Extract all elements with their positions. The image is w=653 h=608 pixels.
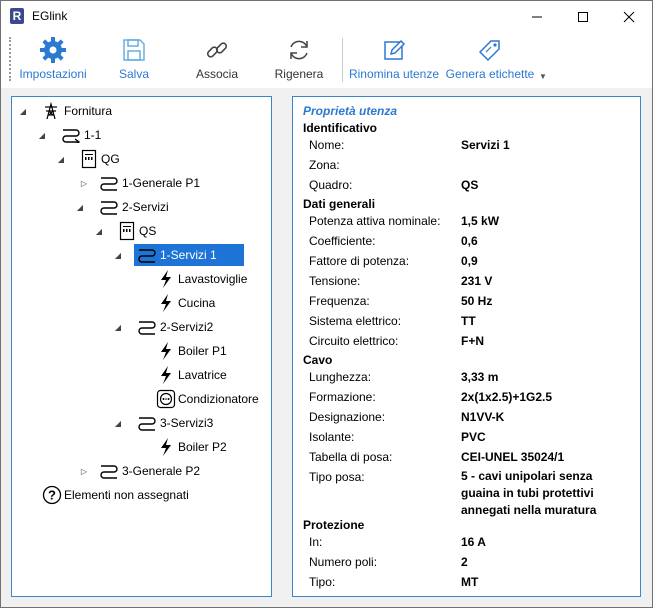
tree-node-label: Condizionatore: [178, 392, 259, 406]
lightning-icon: [158, 293, 174, 313]
tree-node-label: Lavatrice: [178, 368, 227, 382]
prop-label: Tensione:: [309, 274, 361, 288]
tree-node-label: 3-Generale P2: [122, 464, 201, 478]
prop-value: 2: [461, 555, 468, 569]
toolbar-separator: [342, 38, 343, 82]
expander-1-1[interactable]: ◢: [38, 130, 46, 140]
prop-label: Nome:: [309, 138, 345, 152]
tree-node-label: Cucina: [178, 296, 216, 310]
maximize-icon: [577, 11, 589, 23]
section-dati-generali: Dati generali: [303, 197, 376, 211]
tree-node-label: QG: [101, 152, 120, 166]
rename-button[interactable]: [347, 32, 441, 88]
prop-label: Potenza attiva nominale:: [309, 214, 441, 228]
panel-icon: [119, 221, 135, 241]
panel-icon: [81, 149, 97, 169]
tree-node-boiler-p2[interactable]: [158, 436, 227, 458]
save-label: Salva: [118, 67, 150, 81]
line-icon: [99, 175, 119, 191]
generate-labels-label: Genera etichette: [445, 67, 535, 81]
prop-value: 231 V: [461, 274, 493, 288]
maximize-button[interactable]: [560, 1, 606, 32]
tree-node-label: Lavastoviglie: [178, 272, 248, 286]
toolbar-overflow-icon[interactable]: ▼: [539, 72, 547, 81]
title-bar: [1, 1, 652, 32]
expander-generale-p2[interactable]: ▷: [80, 466, 88, 476]
refresh-icon: [286, 37, 312, 63]
properties-panel: [292, 96, 641, 597]
expander-servizi2[interactable]: ◢: [114, 322, 122, 332]
tree-node-servizi2[interactable]: [137, 316, 213, 338]
line-icon: [99, 463, 119, 479]
prop-value: 3,33 m: [461, 370, 499, 384]
lightning-icon: [158, 269, 174, 289]
tree-node-servizi3[interactable]: [137, 412, 213, 434]
tree-node-condizionatore[interactable]: [156, 388, 259, 410]
prop-value: TT: [461, 314, 476, 328]
pylon-icon: [42, 102, 60, 120]
prop-value: 5 - cavi unipolari senza guaina in tubi protettivi annegati nella muratura: [461, 469, 597, 517]
tree-node-label: Fornitura: [64, 104, 113, 118]
tree-node-label: 2-Servizi: [122, 200, 169, 214]
settings-label: Impostazioni: [19, 67, 87, 81]
app-icon: R: [10, 8, 24, 24]
minimize-button[interactable]: [514, 1, 560, 32]
tree-panel[interactable]: [11, 96, 272, 597]
prop-value: 1,5 kW: [461, 214, 500, 228]
prop-value: MT: [461, 575, 479, 589]
window-title: EGlink: [32, 9, 68, 23]
tree-node-boiler-p1[interactable]: [158, 340, 227, 362]
prop-value: F+N: [461, 334, 485, 348]
tree-node-lavastoviglie[interactable]: [158, 268, 247, 290]
expander-servizi3[interactable]: ◢: [114, 418, 122, 428]
associate-button[interactable]: [189, 32, 245, 88]
regenerate-button[interactable]: [269, 32, 329, 88]
svg-text:?: ?: [48, 487, 56, 503]
tree-node-1-1[interactable]: [61, 124, 101, 146]
expander-fornitura[interactable]: ◢: [19, 106, 27, 116]
question-icon: [42, 485, 62, 505]
link-icon: [204, 37, 230, 63]
section-cavo: Cavo: [303, 353, 333, 367]
prop-value: QS: [461, 178, 479, 192]
prop-label: Circuito elettrico:: [309, 334, 399, 348]
expander-servizi1[interactable]: ◢: [114, 250, 122, 260]
section-identificativo: Identificativo: [303, 121, 378, 135]
save-button[interactable]: [106, 32, 162, 88]
prop-label: Designazione:: [309, 410, 386, 424]
tree-node-label: 1-1: [84, 128, 102, 142]
tree-node-lavatrice[interactable]: [158, 364, 227, 386]
tree-node-generale-p2[interactable]: [99, 460, 200, 482]
prop-label: Formazione:: [309, 390, 376, 404]
expander-qg[interactable]: ◢: [57, 154, 65, 164]
prop-value: Servizi 1: [461, 138, 510, 152]
prop-value: CEI-UNEL 35024/1: [461, 450, 565, 464]
prop-label: Coefficiente:: [309, 234, 376, 248]
section-protezione: Protezione: [303, 518, 365, 532]
prop-label: Tipo:: [309, 575, 336, 589]
tree-node-label: 1-Servizi 1: [160, 248, 217, 262]
properties-title: Proprietà utenza: [303, 104, 398, 118]
tree-node-label: 2-Servizi2: [160, 320, 214, 334]
prop-value: 50 Hz: [461, 294, 493, 308]
prop-value: 0,6: [461, 234, 478, 248]
lightning-icon: [158, 365, 174, 385]
prop-label: Lunghezza:: [309, 370, 372, 384]
tree-node-fornitura[interactable]: [42, 100, 112, 122]
tree-node-qs[interactable]: [119, 220, 156, 242]
toolbar-grip[interactable]: [9, 37, 13, 81]
tree-node-label: 1-Generale P1: [122, 176, 201, 190]
prop-label: Quadro:: [309, 178, 353, 192]
prop-value: 16 A: [461, 535, 486, 549]
prop-value: N1VV-K: [461, 410, 505, 424]
tree-node-2-servizi[interactable]: [99, 196, 169, 218]
tag-icon: [477, 37, 503, 63]
prop-value: 2x(1x2.5)+1G2.5: [461, 390, 553, 404]
regenerate-label: Rigenera: [274, 67, 324, 81]
socket-icon: [156, 389, 176, 409]
prop-label: Zona:: [309, 158, 340, 172]
tree-node-servizi1-selected[interactable]: [134, 244, 244, 266]
line-icon: [137, 319, 157, 335]
gear-icon: [39, 36, 67, 64]
tree-node-label: QS: [139, 224, 157, 238]
rename-label: Rinomina utenze: [348, 67, 440, 81]
tree-node-label: Boiler P1: [178, 344, 227, 358]
expander-generale-p1[interactable]: ▷: [80, 178, 88, 188]
prop-value: 0,9: [461, 254, 478, 268]
lightning-icon: [158, 437, 174, 457]
prop-label: Frequenza:: [309, 294, 370, 308]
tree-node-label: 3-Servizi3: [160, 416, 214, 430]
minimize-icon: [531, 11, 543, 23]
generate-labels-button[interactable]: [444, 32, 536, 88]
edit-icon: [381, 37, 407, 63]
prop-label: Fattore di potenza:: [309, 254, 410, 268]
tree-node-label: Boiler P2: [178, 440, 227, 454]
prop-label: Tabella di posa:: [309, 450, 393, 464]
close-button[interactable]: [606, 1, 652, 32]
prop-label: Isolante:: [309, 430, 355, 444]
prop-label: In:: [309, 535, 323, 549]
toolbar: [1, 32, 652, 88]
expander-2-servizi[interactable]: ◢: [76, 202, 84, 212]
line-icon: [99, 199, 119, 215]
lightning-icon: [158, 341, 174, 361]
expander-qs[interactable]: ◢: [95, 226, 103, 236]
tree-node-cucina[interactable]: [158, 292, 215, 314]
tree-node-unassigned[interactable]: [42, 484, 189, 506]
prop-label: Sistema elettrico:: [309, 314, 402, 328]
prop-label: Tipo posa:: [309, 470, 365, 484]
line-icon: [137, 247, 157, 263]
prop-label: Numero poli:: [309, 555, 378, 569]
tree-node-generale-p1[interactable]: [99, 172, 200, 194]
floppy-icon: [121, 37, 147, 63]
associate-label: Associa: [195, 67, 239, 81]
settings-button[interactable]: [17, 32, 89, 88]
prop-value: PVC: [461, 430, 486, 444]
line-icon: [137, 415, 157, 431]
tree-node-label: Elementi non assegnati: [64, 488, 189, 502]
tree-node-qg[interactable]: [81, 148, 120, 170]
close-icon: [623, 11, 635, 23]
line-icon: [61, 127, 81, 143]
